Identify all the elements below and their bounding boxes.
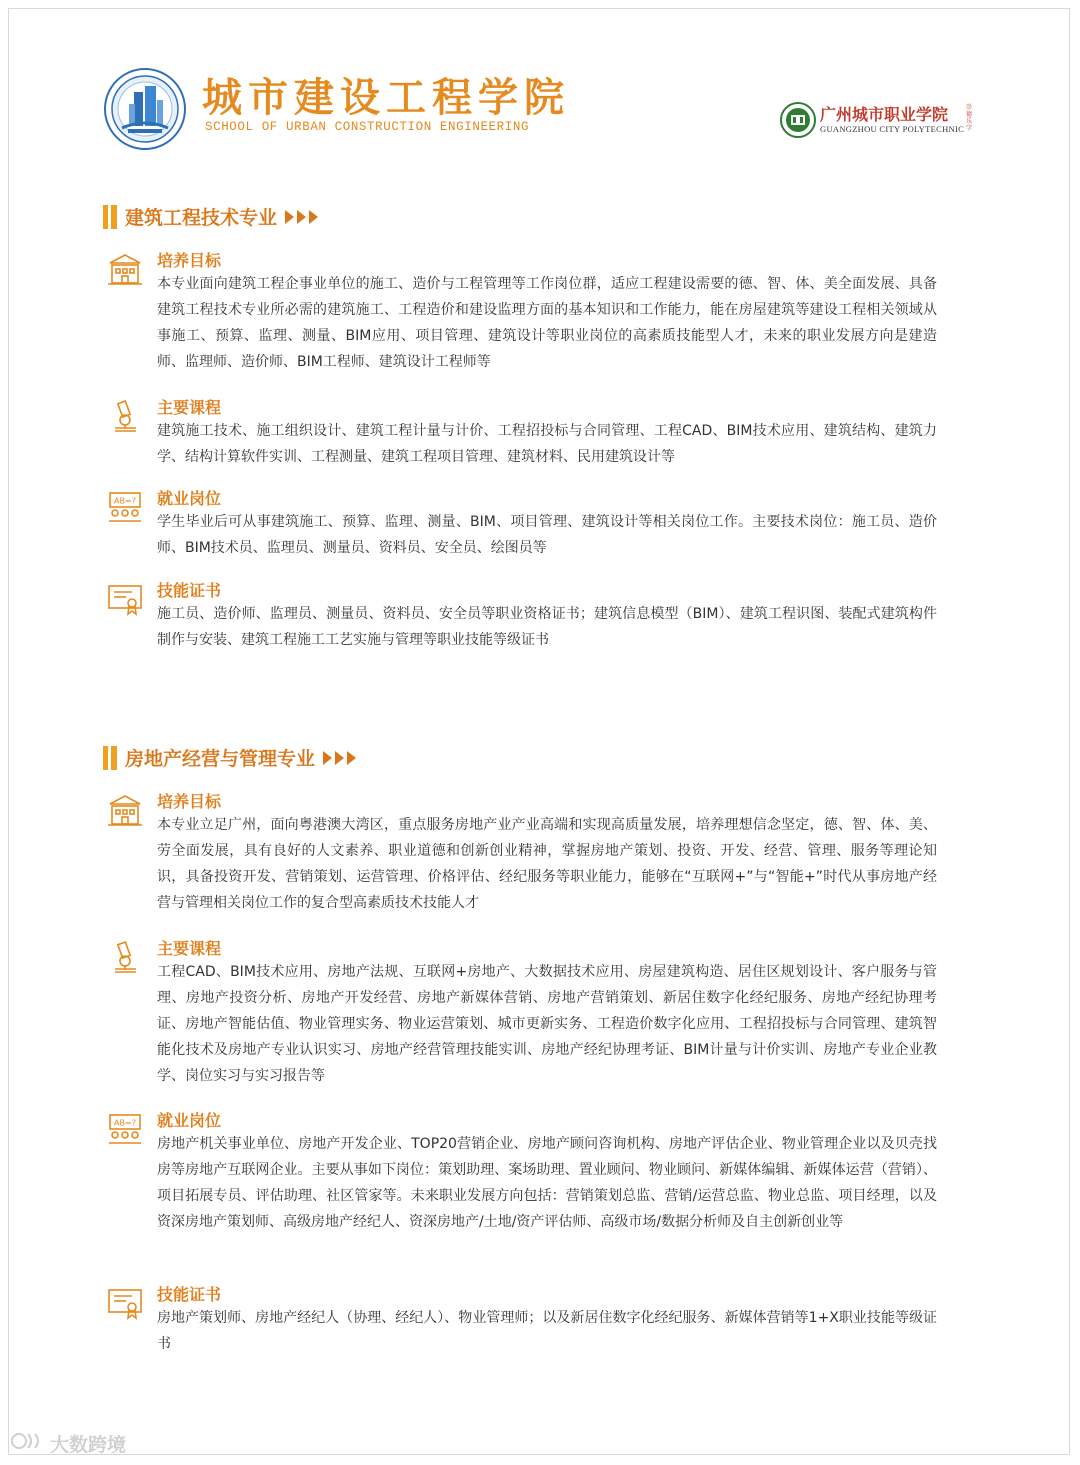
block-title: 主要课程 <box>157 939 222 958</box>
block-title: 培养目标 <box>157 792 222 811</box>
block-title: 技能证书 <box>157 581 222 600</box>
svg-text:AB=?: AB=? <box>114 1118 136 1128</box>
heading-bar <box>103 205 117 229</box>
watermark-text: 大数跨境 <box>50 1434 127 1456</box>
block-title: 主要课程 <box>157 398 222 417</box>
triple-arrow-icon <box>323 750 359 766</box>
triple-arrow-icon <box>285 209 321 225</box>
block-title: 培养目标 <box>157 251 222 270</box>
microscope-icon <box>106 400 144 434</box>
heading-bar <box>103 746 117 770</box>
major-title: 房地产经营与管理专业 <box>125 748 316 770</box>
microscope-icon <box>106 941 144 975</box>
school-title: 城市建设工程学院 <box>202 74 570 121</box>
block-text: 施工员、造价师、监理员、测量员、资料员、安全员等职业资格证书；建筑信息模型（BIM）、建筑工程识图、装配式建筑构件制作与安装、建筑工程施工工艺实施与管理等职业技能等级证书 <box>157 606 937 648</box>
major-heading-construction <box>103 203 321 230</box>
school-building-icon <box>106 253 144 287</box>
block-text: 建筑施工技术、施工组织设计、建筑工程计量与计价、工程招投标与合同管理、工程CAD、BIM技术应用、建筑结构、建筑力学、结构计算软件实训、工程测量、建筑工程项目管理、建筑材料、民用建筑设计等 <box>157 423 937 465</box>
block-title: 就业岗位 <box>157 1111 222 1130</box>
polytechnic-emblem-icon <box>780 102 816 138</box>
polytechnic-seal: 崇德乐学 <box>966 104 973 132</box>
polytechnic-subtitle: GUANGZHOU CITY POLYTECHNIC <box>820 124 965 134</box>
certificate-icon <box>106 583 144 617</box>
classroom-icon <box>106 1113 144 1147</box>
block-text: 房地产机关事业单位、房地产开发企业、TOP20营销企业、房地产顾问咨询机构、房地产评估企业、物业管理企业以及贝壳找房等房地产互联网企业。主要从事如下岗位：策划助理、案场助理、置业顾问、物业顾问、新媒体编辑、新媒体运营（营销）、项目拓展专员、评估助理、社区管家等。未来职业发展方向包括：营销策划总监、营销/运营总监、物业总监、项目经理，以及资深房地产策划师、高级房地产经纪人、资深房地产/土地/资产评估师、高级市场/数据分析师及自主创新创业等 <box>157 1136 937 1230</box>
watermark <box>10 1430 126 1457</box>
school-building-icon <box>106 794 144 828</box>
polytechnic-name: 广州城市职业学院 <box>820 105 949 124</box>
block-text: 房地产策划师、房地产经纪人（协理、经纪人）、物业管理师；以及新居住数字化经纪服务、新媒体营销等1+X职业技能等级证书 <box>157 1310 937 1352</box>
svg-text:AB=?: AB=? <box>114 496 136 506</box>
major-heading-real-estate <box>103 744 359 771</box>
school-emblem-icon <box>104 68 186 150</box>
block-text: 学生毕业后可从事建筑施工、预算、监理、测量、BIM、项目管理、建筑设计等相关岗位工作。主要技术岗位：施工员、造价师、BIM技术员、监理员、测量员、资料员、安全员、绘图员等 <box>157 514 937 556</box>
school-subtitle: SCHOOL OF URBAN CONSTRUCTION ENGINEERING <box>205 120 530 134</box>
block-text: 本专业面向建筑工程企事业单位的施工、造价与工程管理等工作岗位群，适应工程建设需要的德、智、体、美全面发展、具备建筑工程技术专业所必需的建筑施工、工程造价和建设监理方面的基本知识和工作能力，能在房屋建筑等建设工程相关领域从事施工、预算、监理、测量、BIM应用、项目管理、建筑设计等职业岗位的高素质技能型人才，未来的职业发展方向是建造师、监理师、造价师、BIM工程师、建筑设计工程师等 <box>157 276 937 370</box>
block-title: 就业岗位 <box>157 489 222 508</box>
block-text: 工程CAD、BIM技术应用、房地产法规、互联网+房地产、大数据技术应用、房屋建筑构造、居住区规划设计、客户服务与管理、房地产投资分析、房地产开发经营、房地产新媒体营销、房地产营销策划、新居住数字化经纪服务、房地产经纪协理考证、房地产智能估值、物业管理实务、物业运营策划、城市更新实务、工程造价数字化应用、工程招投标与合同管理、建筑智能化技术及房地产专业认识实习、房地产经营管理技能实训、房地产经纪协理考证、BIM计量与计价实训、房地产专业企业教学、岗位实习与实习报告等 <box>157 964 937 1084</box>
block-title: 技能证书 <box>157 1285 222 1304</box>
polytechnic-logo <box>780 102 976 142</box>
certificate-icon <box>106 1287 144 1321</box>
major-title: 建筑工程技术专业 <box>125 207 278 229</box>
block-text: 本专业立足广州，面向粤港澳大湾区，重点服务房地产业产业高端和实现高质量发展，培养理想信念坚定，德、智、体、美、劳全面发展，具有良好的人文素养、职业道德和创新创业精神，掌握房地产策划、投资、开发、经营、管理、服务等理论知识，具备投资开发、营销策划、运营管理、价格评估、经纪服务等职业能力，能够在“互联网+”与“智能+”时代从事房地产经营与管理相关岗位工作的复合型高素质技术技能人才 <box>157 817 937 911</box>
watermark-logo-icon <box>10 1430 46 1457</box>
classroom-icon <box>106 491 144 525</box>
